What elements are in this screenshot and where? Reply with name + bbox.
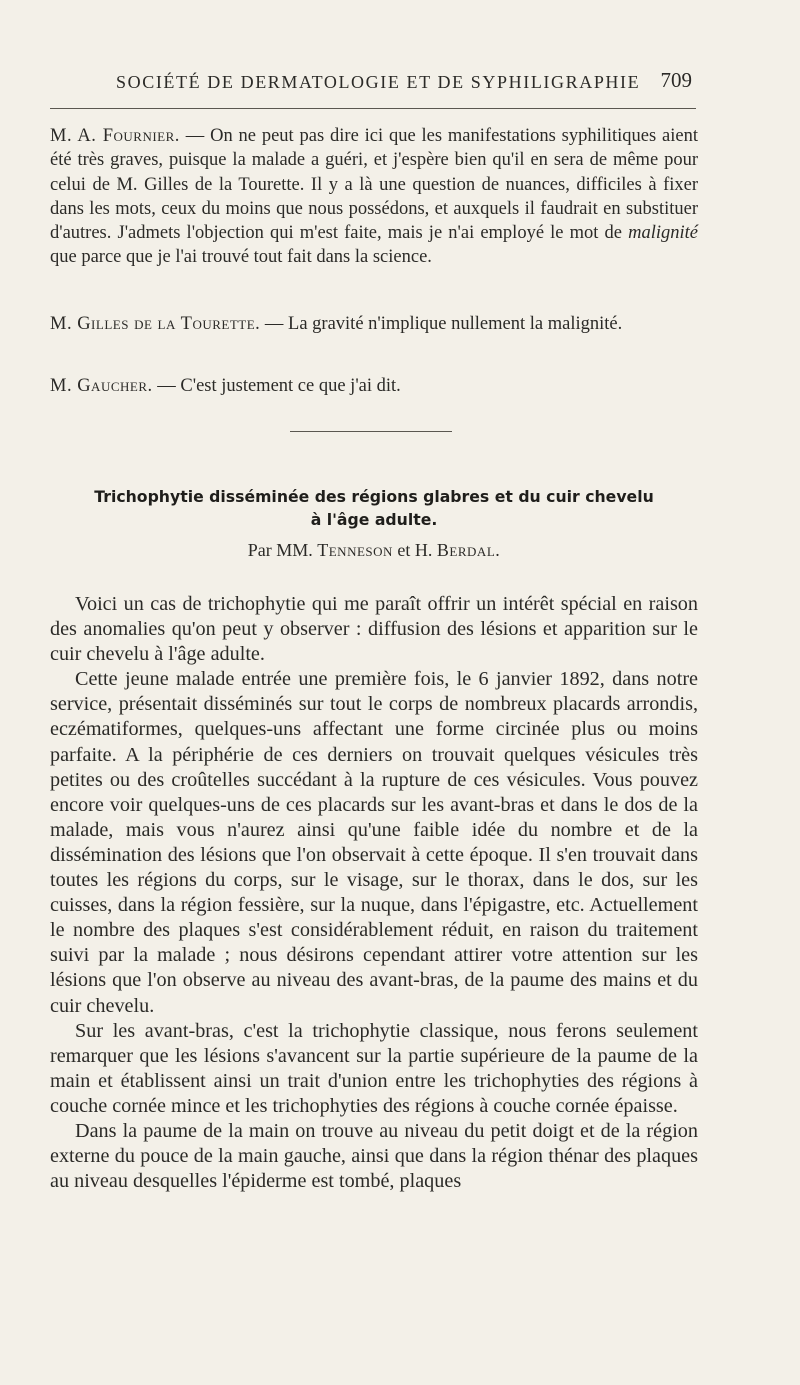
page-number: 709 (660, 68, 692, 92)
article-title-line: Trichophytie disséminée des régions glabres et du cuir chevelu (94, 487, 654, 506)
article-body (50, 592, 698, 1194)
discussion-text: — La gravité n'implique nullement la malignité. (260, 314, 623, 334)
running-head: SOCIÉTÉ DE DERMATOLOGIE ET DE SYPHILIGRAPHIE (116, 72, 641, 92)
section-separator (290, 431, 452, 432)
speaker-name: M. Gilles de la Tourette. (50, 314, 261, 334)
author-name: Berdal. (436, 540, 501, 560)
discussion-text: — C'est justement ce que j'ai dit. (152, 376, 401, 396)
body-paragraph: Cette jeune malade entrée une première fois, le 6 janvier 1892, dans notre service, présentait disséminés sur tout le corps de nombreux placards arrondis, eczématiformes, quelques-uns affectant une forme circinée plus ou moins parfaite. A la périphérie de ces derniers on trouvait quelques vésicules très petites ou des croûtelles succédant à la rupture de ces vésicules. Vous pouvez encore voir quelques-uns de ces placards sur les avant-bras et dans le dos de la malade, mais vous n'aurez ainsi qu'une faible idée du nombre et de la dissémination des lésions que l'on observait à cette époque. Il s'en trouvait dans toutes les régions du corps, sur le visage, sur le thorax, dans le dos, sur les cuisses, dans la région fessière, sur la nuque, dans l'épigastre, etc. Actuellement le nombre des plaques s'est considérablement réduit, en raison du traitement suivi par la malade ; nous désirons cependant attirer votre attention sur les lésions que l'on observe au niveau des avant-bras, de la paume des mains et du cuir chevelu. (50, 668, 698, 1017)
discussion-paragraph-gaucher (50, 374, 698, 398)
body-paragraph: Dans la paume de la main on trouve au niveau du petit doigt et de la région externe du pouce de la main gauche, ainsi que dans la région thénar des plaques au niveau desquelles l'épiderme est tombé, plaques (50, 1119, 698, 1193)
article-title-line: à l'âge adulte. (310, 510, 438, 529)
body-paragraph: Voici un cas de trichophytie qui me paraît offrir un intérêt spécial en raison des anomalies qu'on peut y observer : diffusion des lésions et apparition sur le cuir chevelu à l'âge adulte. (50, 593, 698, 666)
speaker-name: M. A. Fournier. (50, 126, 180, 146)
discussion-text: que parce que je l'ai trouvé tout fait dans la science. (50, 247, 432, 268)
discussion-paragraph-fournier (50, 124, 698, 270)
page-header (96, 68, 696, 96)
body-paragraph: Sur les avant-bras, c'est la trichophytie classique, nous ferons seulement remarquer que les lésions s'avancent sur la partie supérieure de la paume de la main et établissent ainsi un trait d'union entre les trichophyties des régions à couche cornée mince et les trichophyties des régions à couche cornée épaisse. (50, 1019, 698, 1117)
authors-prefix: Par MM. (247, 540, 318, 560)
authors-conjunction: et H. (392, 540, 437, 560)
article-authors (50, 540, 698, 561)
speaker-name: M. Gaucher. (50, 376, 153, 396)
header-rule (50, 108, 696, 109)
article-title (50, 485, 698, 531)
author-name: Tenneson (317, 540, 393, 560)
italic-term: malignité (628, 223, 698, 244)
discussion-text: — On ne peut pas dire ici que les manifestations syphilitiques aient été très graves, puisque la malade a guéri, et j'espère bien qu'il en sera de même pour celui de M. Gilles de la Tourette. Il y a là une question de nuances, difficiles à fixer dans les mots, ceux du moins que nous possédons, et auxquels il faudrait en substituer d'autres. J'admets l'objection qui m'est faite, mais je n'ai employé le mot de (50, 126, 698, 244)
discussion-paragraph-gilles (50, 312, 698, 336)
